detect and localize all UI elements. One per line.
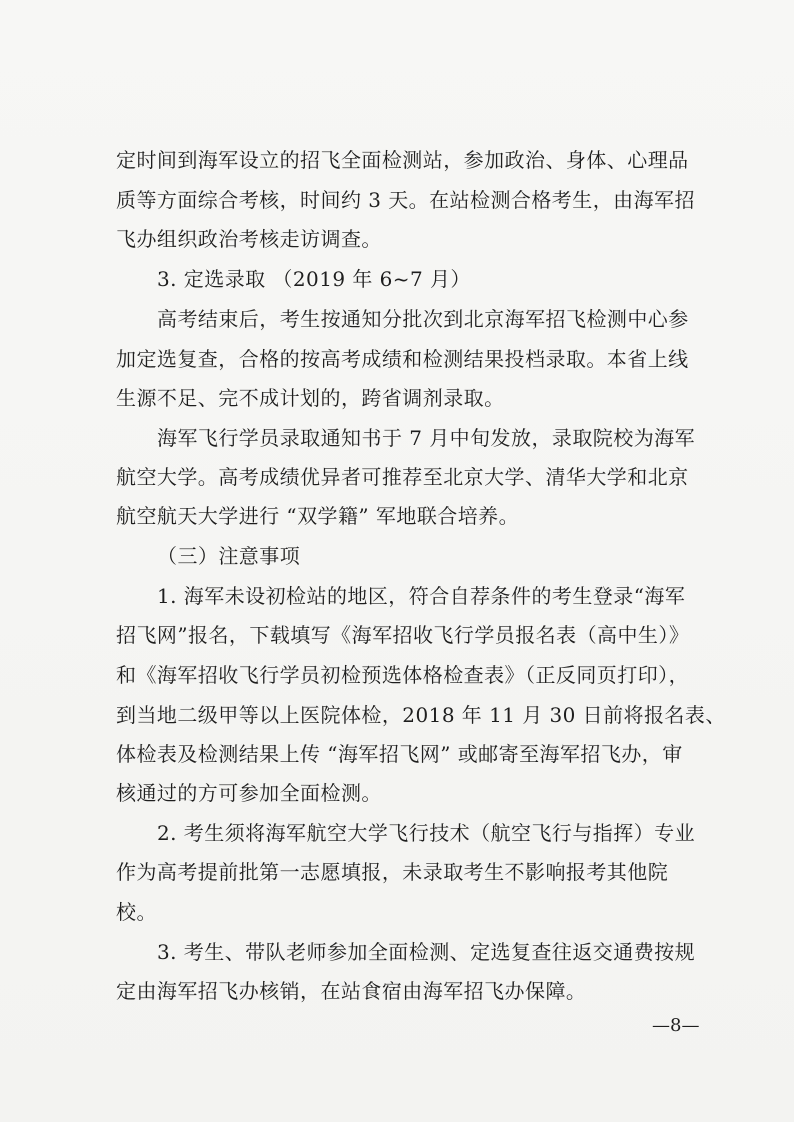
text-line: 飞办组织政治考核走访调查。 <box>116 227 382 251</box>
text-line: 定由海军招飞办核销，在站食宿由海军招飞办保障。 <box>116 979 587 1003</box>
text-line: 质等方面综合考核，时间约 3 天。在站检测合格考生，由海军招 <box>116 188 695 212</box>
text-line: 海军飞行学员录取通知书于 7 月中旬发放，录取院校为海军 <box>157 426 696 450</box>
text-line: 和《海军招收飞行学员初检预选体格检查表》（正反同页打印）， <box>116 663 690 687</box>
text-line: 2. 考生须将海军航空大学飞行技术（航空飞行与指挥）专业 <box>157 821 696 845</box>
text-line: 生源不足、完不成计划的，跨省调剂录取。 <box>116 386 505 410</box>
page-number: —8— <box>652 1015 700 1036</box>
text-line: 航空航天大学进行 “双学籍” 军地联合培养。 <box>116 504 520 528</box>
section-heading: 3. 定选录取 （2019 年 6~7 月） <box>157 267 471 291</box>
section-heading: （三）注意事项 <box>157 544 301 568</box>
text-line: 招飞网”报名，下载填写《海军招收飞行学员报名表（高中生）》 <box>116 623 690 647</box>
text-line: 核通过的方可参加全面检测。 <box>116 781 382 805</box>
text-line: 高考结束后，考生按通知分批次到北京海军招飞检测中心参 <box>157 307 689 331</box>
text-line: 定时间到海军设立的招飞全面检测站，参加政治、身体、心理品 <box>116 148 689 172</box>
text-line: 航空大学。高考成绩优异者可推荐至北京大学、清华大学和北京 <box>116 465 689 489</box>
text-line: 3. 考生、带队老师参加全面检测、定选复查往返交通费按规 <box>157 940 696 964</box>
text-line: 体检表及检测结果上传 “海军招飞网” 或邮寄至海军招飞办，审 <box>116 742 683 766</box>
text-line: 作为高考提前批第一志愿填报，未录取考生不影响报考其他院 <box>116 860 669 884</box>
text-line: 校。 <box>116 900 157 924</box>
text-line: 到当地二级甲等以上医院体检，2018 年 11 月 30 日前将报名表、 <box>116 703 726 727</box>
text-line: 1. 海军未设初检站的地区，符合自荐条件的考生登录“海军 <box>157 584 686 608</box>
text-line: 加定选复查，合格的按高考成绩和检测结果投档录取。本省上线 <box>116 347 689 371</box>
